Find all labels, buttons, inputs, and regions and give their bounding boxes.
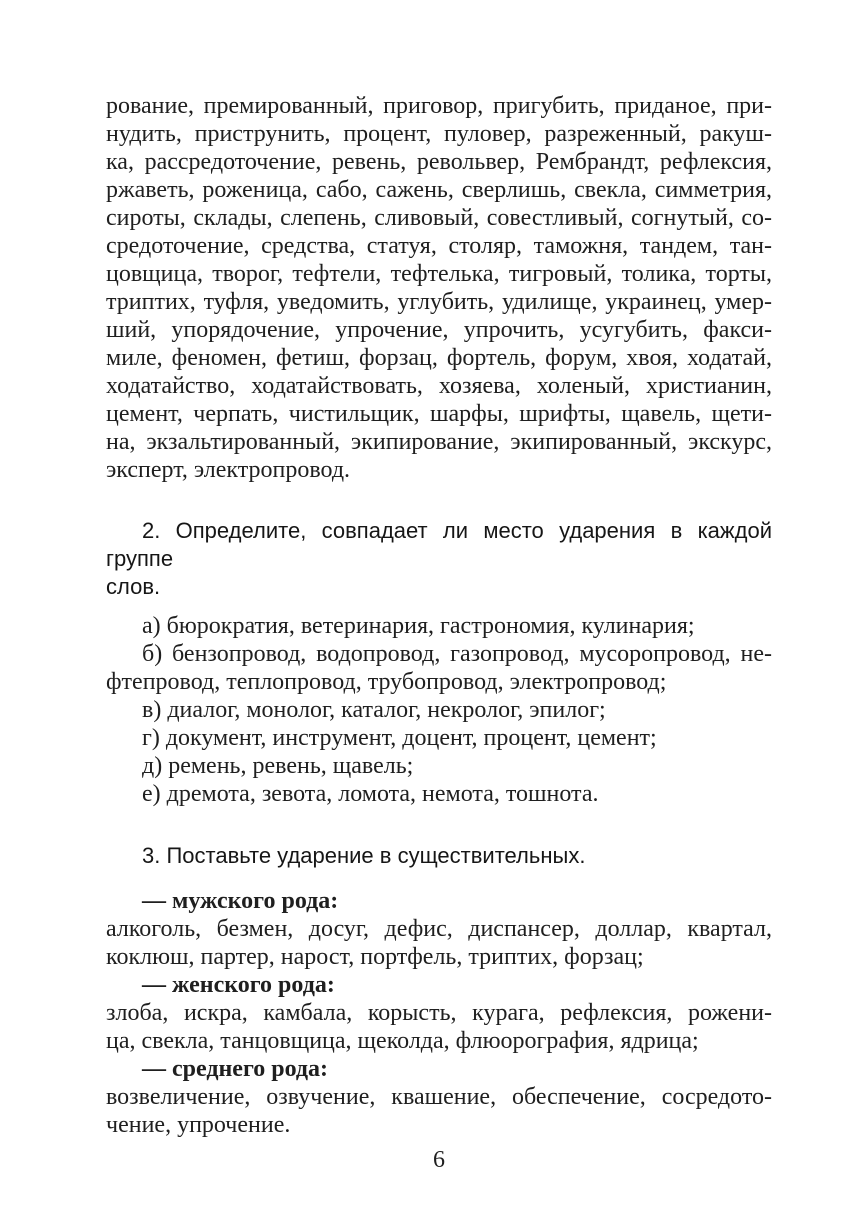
exercise-2-item-list — [106, 612, 772, 808]
text-line: средоточение, средства, статуя, столяр, таможня, тандем, тан- — [106, 233, 772, 259]
text-line: эксперт, электропровод. — [106, 457, 351, 483]
text-line: ший, упорядочение, упрочение, упрочить, усугубить, факси- — [106, 317, 772, 343]
text-line: триптих, туфля, уведомить, углубить, удилище, украинец, умер- — [106, 289, 772, 315]
text-line: на, экзальтированный, экипирование, экипированный, экскурс, — [106, 429, 772, 455]
text-line: г) документ, инструмент, доцент, процент, цемент; — [142, 725, 657, 751]
text-line: ходатайство, ходатайствовать, хозяева, холеный, христианин, — [106, 373, 772, 399]
continuation-paragraph — [106, 92, 772, 484]
exercise-3-group-list — [106, 887, 772, 1139]
text-line: 2. Определите, совпадает ли место ударения в каждой группе — [106, 518, 772, 571]
gender-group-words — [106, 1083, 772, 1139]
exercise-2-item-b — [106, 640, 772, 696]
exercise-2-heading — [106, 517, 772, 601]
gender-group-neuter — [106, 1055, 772, 1139]
text-line: коклюш, партер, нарост, портфель, триптих, форзац; — [106, 944, 644, 970]
exercise-2-item-e — [106, 780, 772, 808]
text-line: ржаветь, роженица, сабо, сажень, сверлишь, свекла, симметрия, — [106, 177, 772, 203]
text-line: ка, рассредоточение, ревень, револьвер, Рембрандт, рефлексия, — [106, 149, 772, 175]
text-line: миле, феномен, фетиш, форзац, фортель, форум, хвоя, ходатай, — [106, 345, 772, 371]
text-line: слов. — [106, 574, 161, 599]
gender-group-words — [106, 915, 772, 971]
gender-group-label: — женского рода: — [142, 972, 335, 998]
text-line: в) диалог, монолог, каталог, некролог, эпилог; — [142, 697, 606, 723]
text-line: злоба, искра, камбала, корысть, курага, рефлексия, рожени- — [106, 1000, 772, 1026]
gender-group-label: — мужского рода: — [142, 888, 339, 914]
text-line: алкоголь, безмен, досуг, дефис, диспансер, доллар, квартал, — [106, 916, 772, 942]
text-line: фтепровод, теплопровод, трубопровод, электропровод; — [106, 669, 667, 695]
gender-group-feminine — [106, 971, 772, 1055]
text-line: рование, премированный, приговор, пригубить, приданое, при- — [106, 93, 772, 119]
text-line: сироты, склады, слепень, сливовый, совестливый, согнутый, со- — [106, 205, 772, 231]
text-line: 3. Поставьте ударение в существительных. — [142, 843, 586, 868]
exercise-3-heading — [106, 842, 772, 870]
exercise-2-item-a — [106, 612, 772, 640]
text-line: е) дремота, зевота, ломота, немота, тошнота. — [142, 781, 599, 807]
gender-group-label: — среднего рода: — [142, 1056, 329, 1082]
exercise-2-item-v — [106, 696, 772, 724]
text-line: б) бензопровод, водопровод, газопровод, мусоропровод, не- — [142, 641, 772, 667]
gender-group-words — [106, 999, 772, 1055]
text-line: нудить, приструнить, процент, пуловер, разреженный, ракуш- — [106, 121, 772, 147]
exercise-2-item-g — [106, 724, 772, 752]
page-number: 6 — [433, 1147, 445, 1173]
text-line: чение, упрочение. — [106, 1112, 291, 1138]
text-line: а) бюрократия, ветеринария, гастрономия, кулинария; — [142, 613, 695, 639]
gender-group-masculine — [106, 887, 772, 971]
exercise-2-item-d — [106, 752, 772, 780]
text-line: цовщица, творог, тефтели, тефтелька, тигровый, толика, торты, — [106, 261, 772, 287]
text-line: возвеличение, озвучение, квашение, обеспечение, сосредото- — [106, 1084, 772, 1110]
text-line: д) ремень, ревень, щавель; — [142, 753, 414, 779]
text-line: ца, свекла, танцовщица, щеколда, флюорография, ядрица; — [106, 1028, 699, 1054]
text-line: цемент, черпать, чистильщик, шарфы, шрифты, щавель, щети- — [106, 401, 772, 427]
